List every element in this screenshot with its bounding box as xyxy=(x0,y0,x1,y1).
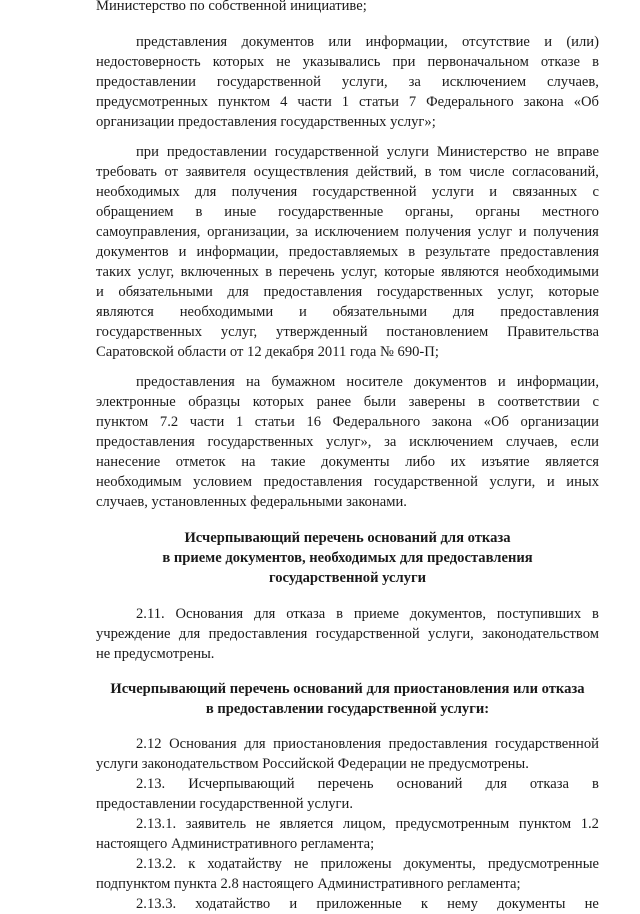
text-line: представления документов или информации, отсутствие и (или) xyxy=(136,34,599,50)
text-line: 2.13. Исчерпывающий перечень оснований для отказа в xyxy=(136,776,599,792)
text-line: таких услуг, включенных в перечень услуг, которые являются необходимыми xyxy=(96,264,599,280)
text-line: предоставления на бумажном носителе документов и информации, xyxy=(136,374,599,390)
text-line: необходимых для получения государственной услуги и связанных с xyxy=(96,184,599,200)
text-line: государственных услуг, утвержденный постановлением Правительства xyxy=(96,324,599,340)
text-line: недостоверность которых не указывались при первоначальном отказе в xyxy=(96,54,599,70)
text-line: 2.13.1. заявитель не является лицом, предусмотренным пунктом 1.2 xyxy=(136,816,599,832)
text-line: пунктом 7.2 части 1 статьи 16 Федерального закона «Об организации xyxy=(96,414,599,430)
heading-text: Исчерпывающий перечень оснований для приостановления или отказа xyxy=(110,681,585,697)
text-line: 2.13.2. к ходатайству не приложены документы, предусмотренные xyxy=(136,856,599,872)
text-line: нанесение отметок на такие документы либо их изъятие является xyxy=(96,454,599,470)
text-line: 2.11. Основания для отказа в приеме документов, поступивших в xyxy=(136,606,599,622)
text-line: и обязательными для предоставления государственных услуг, которые xyxy=(96,284,599,300)
section-heading-line xyxy=(96,528,599,548)
text-line: обращением в иные государственные органы, органы местного xyxy=(96,204,599,220)
text-line: требовать от заявителя осуществления действий, в том числе согласований, xyxy=(96,164,599,180)
text-line: случаев, установленных федеральными законами. xyxy=(96,494,407,510)
section-heading-line xyxy=(96,679,599,699)
text-line: предоставления государственных услуг», за исключением случаев, если xyxy=(96,434,599,450)
heading-text: в предоставлении государственной услуги: xyxy=(205,701,490,717)
heading-text: Исчерпывающий перечень оснований для отказа xyxy=(184,530,511,546)
text-line: 2.13.3. ходатайство и приложенные к нему документы не xyxy=(136,896,599,912)
text-line: предоставлении государственной услуги, за исключением случаев, xyxy=(96,74,599,90)
text-line: подпунктом пункта 2.8 настоящего Административного регламента; xyxy=(96,876,521,892)
text-line: не предусмотрены. xyxy=(96,646,215,662)
text-line: самоуправления, организации, за исключением получения услуг и получения xyxy=(96,224,599,240)
section-heading-line xyxy=(96,548,599,568)
text-line: являются необходимыми и обязательными для предоставления xyxy=(96,304,599,320)
text-line: Министерство по собственной инициативе; xyxy=(96,0,367,14)
heading-text: в приеме документов, необходимых для предоставления xyxy=(162,550,533,566)
text-line: предусмотренных пунктом 4 части 1 статьи 7 Федерального закона «Об xyxy=(96,94,599,110)
text-line: предоставлении государственной услуги. xyxy=(96,796,353,812)
text-line: 2.12 Основания для приостановления предоставления государственной xyxy=(136,736,599,752)
text-line: настоящего Административного регламента; xyxy=(96,836,375,852)
text-line: учреждение для предоставления государственной услуги, законодательством xyxy=(96,626,599,642)
text-line: необходимым условием предоставления государственной услуги, и иных xyxy=(96,474,599,490)
text-line: организации предоставления государственных услуг»; xyxy=(96,114,436,130)
text-line: при предоставлении государственной услуги Министерство не вправе xyxy=(136,144,599,160)
heading-text: государственной услуги xyxy=(268,570,427,586)
text-line: электронные образцы которых ранее были заверены в соответствии с xyxy=(96,394,599,410)
text-line: услуги законодательством Российской Федерации не предусмотрены. xyxy=(96,756,529,772)
section-heading-line xyxy=(96,568,599,588)
text-line: документов и информации, предоставляемых в результате предоставления xyxy=(96,244,599,260)
section-heading-line xyxy=(96,699,599,719)
text-line: Саратовской области от 12 декабря 2011 года № 690-П; xyxy=(96,344,439,360)
